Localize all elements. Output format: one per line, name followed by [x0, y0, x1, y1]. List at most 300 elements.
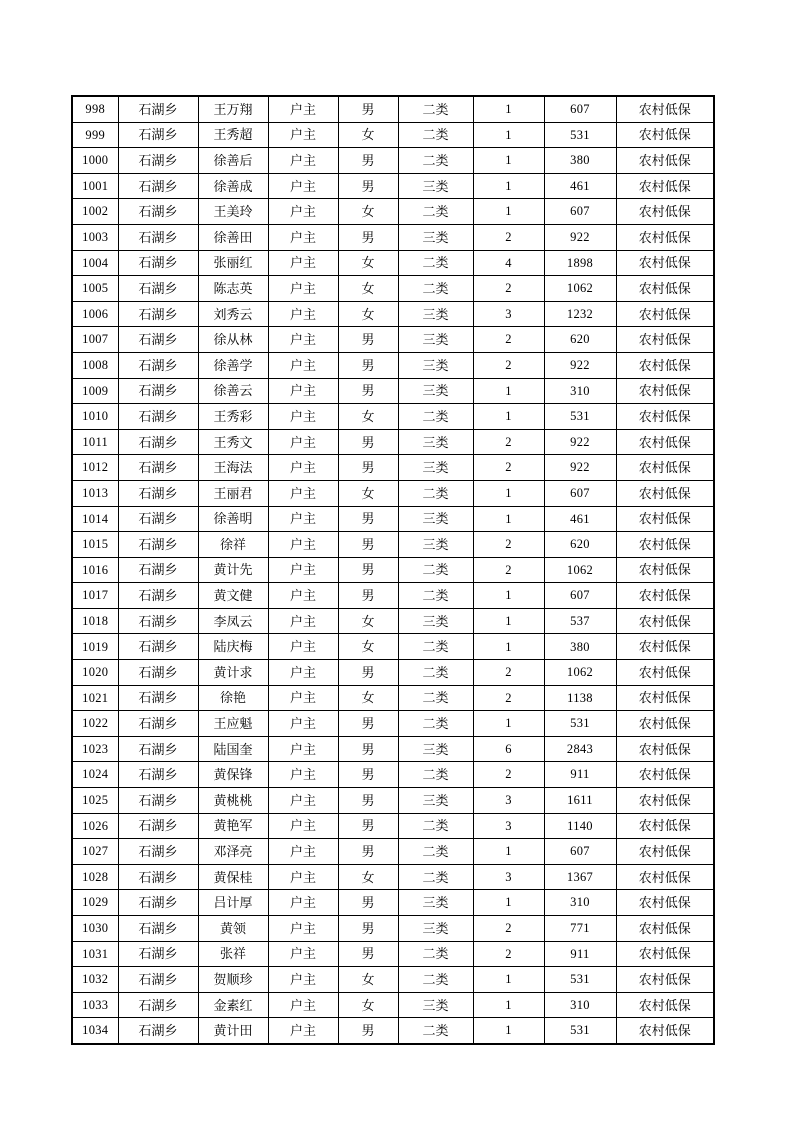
cell-name: 陆庆梅 — [198, 634, 268, 660]
cell-index: 1026 — [72, 813, 118, 839]
table-row — [72, 1018, 714, 1044]
cell-persons: 3 — [473, 788, 544, 814]
cell-category: 三类 — [398, 224, 473, 250]
cell-index: 998 — [72, 96, 118, 122]
cell-program: 农村低保 — [616, 224, 714, 250]
cell-program: 农村低保 — [616, 532, 714, 558]
cell-township: 石湖乡 — [118, 199, 198, 225]
cell-category: 二类 — [398, 480, 473, 506]
cell-index: 1016 — [72, 557, 118, 583]
cell-township: 石湖乡 — [118, 1018, 198, 1044]
cell-relation: 户主 — [268, 250, 338, 276]
cell-name: 王秀文 — [198, 429, 268, 455]
cell-relation: 户主 — [268, 429, 338, 455]
cell-amount: 531 — [544, 967, 616, 993]
cell-gender: 男 — [338, 941, 398, 967]
cell-category: 二类 — [398, 276, 473, 302]
cell-index: 1018 — [72, 608, 118, 634]
cell-township: 石湖乡 — [118, 96, 198, 122]
table-row — [72, 941, 714, 967]
cell-index: 1001 — [72, 173, 118, 199]
cell-category: 三类 — [398, 532, 473, 558]
cell-gender: 女 — [338, 250, 398, 276]
cell-category: 二类 — [398, 148, 473, 174]
cell-township: 石湖乡 — [118, 352, 198, 378]
cell-gender: 男 — [338, 711, 398, 737]
table-row — [72, 532, 714, 558]
table-row — [72, 250, 714, 276]
cell-name: 王应魁 — [198, 711, 268, 737]
cell-program: 农村低保 — [616, 506, 714, 532]
cell-program: 农村低保 — [616, 148, 714, 174]
cell-amount: 461 — [544, 506, 616, 532]
cell-amount: 620 — [544, 532, 616, 558]
cell-persons: 3 — [473, 813, 544, 839]
cell-name: 徐从林 — [198, 327, 268, 353]
cell-persons: 1 — [473, 122, 544, 148]
cell-amount: 771 — [544, 916, 616, 942]
cell-program: 农村低保 — [616, 864, 714, 890]
table-row — [72, 890, 714, 916]
cell-name: 黄计求 — [198, 660, 268, 686]
cell-index: 1027 — [72, 839, 118, 865]
cell-township: 石湖乡 — [118, 685, 198, 711]
cell-program: 农村低保 — [616, 736, 714, 762]
cell-program: 农村低保 — [616, 352, 714, 378]
cell-program: 农村低保 — [616, 762, 714, 788]
cell-program: 农村低保 — [616, 967, 714, 993]
cell-program: 农村低保 — [616, 916, 714, 942]
cell-amount: 607 — [544, 480, 616, 506]
cell-name: 王万翔 — [198, 96, 268, 122]
table-row — [72, 813, 714, 839]
cell-amount: 1898 — [544, 250, 616, 276]
table-row — [72, 301, 714, 327]
cell-persons: 1 — [473, 199, 544, 225]
cell-gender: 男 — [338, 736, 398, 762]
cell-amount: 531 — [544, 1018, 616, 1044]
welfare-records-table — [71, 95, 715, 1045]
cell-index: 1021 — [72, 685, 118, 711]
cell-persons: 4 — [473, 250, 544, 276]
cell-gender: 男 — [338, 762, 398, 788]
cell-persons: 2 — [473, 327, 544, 353]
cell-category: 二类 — [398, 941, 473, 967]
cell-amount: 607 — [544, 199, 616, 225]
cell-index: 1025 — [72, 788, 118, 814]
cell-program: 农村低保 — [616, 839, 714, 865]
cell-category: 三类 — [398, 916, 473, 942]
cell-program: 农村低保 — [616, 199, 714, 225]
cell-program: 农村低保 — [616, 276, 714, 302]
cell-relation: 户主 — [268, 224, 338, 250]
table-row — [72, 711, 714, 737]
cell-amount: 380 — [544, 148, 616, 174]
cell-category: 三类 — [398, 608, 473, 634]
table-row — [72, 967, 714, 993]
cell-index: 1017 — [72, 583, 118, 609]
cell-township: 石湖乡 — [118, 276, 198, 302]
cell-gender: 女 — [338, 480, 398, 506]
cell-relation: 户主 — [268, 327, 338, 353]
cell-category: 三类 — [398, 736, 473, 762]
table-row — [72, 352, 714, 378]
cell-program: 农村低保 — [616, 813, 714, 839]
cell-amount: 1232 — [544, 301, 616, 327]
cell-index: 1009 — [72, 378, 118, 404]
cell-index: 1032 — [72, 967, 118, 993]
cell-township: 石湖乡 — [118, 736, 198, 762]
cell-township: 石湖乡 — [118, 404, 198, 430]
cell-persons: 1 — [473, 1018, 544, 1044]
cell-program: 农村低保 — [616, 429, 714, 455]
table-row — [72, 634, 714, 660]
cell-gender: 女 — [338, 404, 398, 430]
cell-township: 石湖乡 — [118, 916, 198, 942]
cell-amount: 922 — [544, 352, 616, 378]
table-row — [72, 992, 714, 1018]
table-row — [72, 506, 714, 532]
cell-name: 张丽红 — [198, 250, 268, 276]
table-row — [72, 455, 714, 481]
cell-name: 陈志英 — [198, 276, 268, 302]
cell-index: 1030 — [72, 916, 118, 942]
cell-relation: 户主 — [268, 506, 338, 532]
cell-persons: 2 — [473, 532, 544, 558]
cell-relation: 户主 — [268, 890, 338, 916]
cell-gender: 男 — [338, 557, 398, 583]
cell-category: 三类 — [398, 429, 473, 455]
cell-persons: 2 — [473, 762, 544, 788]
cell-relation: 户主 — [268, 352, 338, 378]
cell-index: 1000 — [72, 148, 118, 174]
cell-persons: 2 — [473, 276, 544, 302]
cell-name: 王海法 — [198, 455, 268, 481]
cell-category: 二类 — [398, 96, 473, 122]
cell-relation: 户主 — [268, 608, 338, 634]
cell-name: 徐善田 — [198, 224, 268, 250]
cell-amount: 607 — [544, 96, 616, 122]
cell-amount: 607 — [544, 583, 616, 609]
cell-amount: 310 — [544, 378, 616, 404]
cell-township: 石湖乡 — [118, 890, 198, 916]
cell-category: 二类 — [398, 583, 473, 609]
cell-program: 农村低保 — [616, 711, 714, 737]
cell-gender: 男 — [338, 96, 398, 122]
cell-relation: 户主 — [268, 199, 338, 225]
cell-category: 三类 — [398, 455, 473, 481]
cell-program: 农村低保 — [616, 455, 714, 481]
cell-amount: 922 — [544, 429, 616, 455]
cell-index: 1020 — [72, 660, 118, 686]
cell-township: 石湖乡 — [118, 557, 198, 583]
cell-township: 石湖乡 — [118, 813, 198, 839]
cell-index: 1028 — [72, 864, 118, 890]
cell-relation: 户主 — [268, 839, 338, 865]
cell-name: 徐善后 — [198, 148, 268, 174]
cell-gender: 男 — [338, 788, 398, 814]
table-row — [72, 788, 714, 814]
cell-gender: 女 — [338, 276, 398, 302]
cell-program: 农村低保 — [616, 788, 714, 814]
cell-gender: 男 — [338, 352, 398, 378]
cell-category: 二类 — [398, 122, 473, 148]
table-row — [72, 429, 714, 455]
table-row — [72, 224, 714, 250]
cell-name: 王秀超 — [198, 122, 268, 148]
cell-category: 三类 — [398, 992, 473, 1018]
cell-category: 二类 — [398, 250, 473, 276]
cell-name: 王丽君 — [198, 480, 268, 506]
cell-relation: 户主 — [268, 660, 338, 686]
cell-persons: 3 — [473, 301, 544, 327]
cell-program: 农村低保 — [616, 327, 714, 353]
cell-persons: 2 — [473, 224, 544, 250]
cell-index: 1007 — [72, 327, 118, 353]
cell-relation: 户主 — [268, 173, 338, 199]
cell-amount: 537 — [544, 608, 616, 634]
cell-index: 1004 — [72, 250, 118, 276]
cell-name: 张祥 — [198, 941, 268, 967]
cell-gender: 男 — [338, 839, 398, 865]
cell-amount: 531 — [544, 711, 616, 737]
cell-category: 二类 — [398, 762, 473, 788]
table-row — [72, 96, 714, 122]
cell-township: 石湖乡 — [118, 762, 198, 788]
cell-relation: 户主 — [268, 992, 338, 1018]
cell-index: 1015 — [72, 532, 118, 558]
cell-index: 1024 — [72, 762, 118, 788]
cell-township: 石湖乡 — [118, 788, 198, 814]
cell-amount: 922 — [544, 455, 616, 481]
cell-persons: 2 — [473, 557, 544, 583]
cell-index: 1019 — [72, 634, 118, 660]
cell-persons: 3 — [473, 864, 544, 890]
cell-relation: 户主 — [268, 378, 338, 404]
cell-township: 石湖乡 — [118, 378, 198, 404]
cell-program: 农村低保 — [616, 1018, 714, 1044]
cell-category: 三类 — [398, 173, 473, 199]
cell-index: 1023 — [72, 736, 118, 762]
cell-name: 黄领 — [198, 916, 268, 942]
cell-township: 石湖乡 — [118, 148, 198, 174]
cell-amount: 1140 — [544, 813, 616, 839]
cell-index: 1012 — [72, 455, 118, 481]
cell-program: 农村低保 — [616, 685, 714, 711]
table-row — [72, 199, 714, 225]
cell-index: 999 — [72, 122, 118, 148]
cell-name: 刘秀云 — [198, 301, 268, 327]
cell-program: 农村低保 — [616, 378, 714, 404]
cell-relation: 户主 — [268, 404, 338, 430]
cell-amount: 1138 — [544, 685, 616, 711]
cell-persons: 1 — [473, 890, 544, 916]
cell-category: 三类 — [398, 301, 473, 327]
cell-index: 1006 — [72, 301, 118, 327]
cell-persons: 1 — [473, 583, 544, 609]
cell-category: 二类 — [398, 685, 473, 711]
cell-township: 石湖乡 — [118, 864, 198, 890]
cell-index: 1034 — [72, 1018, 118, 1044]
cell-township: 石湖乡 — [118, 608, 198, 634]
table-row — [72, 122, 714, 148]
cell-relation: 户主 — [268, 685, 338, 711]
cell-township: 石湖乡 — [118, 224, 198, 250]
cell-persons: 2 — [473, 352, 544, 378]
cell-category: 二类 — [398, 660, 473, 686]
cell-persons: 2 — [473, 916, 544, 942]
cell-relation: 户主 — [268, 276, 338, 302]
cell-amount: 310 — [544, 992, 616, 1018]
cell-relation: 户主 — [268, 583, 338, 609]
records-table-body — [72, 96, 714, 1044]
cell-name: 徐艳 — [198, 685, 268, 711]
cell-gender: 女 — [338, 199, 398, 225]
cell-relation: 户主 — [268, 711, 338, 737]
cell-relation: 户主 — [268, 148, 338, 174]
cell-name: 徐善成 — [198, 173, 268, 199]
cell-amount: 2843 — [544, 736, 616, 762]
cell-gender: 男 — [338, 660, 398, 686]
cell-township: 石湖乡 — [118, 967, 198, 993]
cell-gender: 男 — [338, 532, 398, 558]
cell-gender: 男 — [338, 224, 398, 250]
cell-category: 二类 — [398, 199, 473, 225]
cell-index: 1022 — [72, 711, 118, 737]
cell-persons: 1 — [473, 148, 544, 174]
cell-township: 石湖乡 — [118, 327, 198, 353]
cell-relation: 户主 — [268, 788, 338, 814]
cell-persons: 1 — [473, 608, 544, 634]
cell-gender: 男 — [338, 583, 398, 609]
cell-relation: 户主 — [268, 967, 338, 993]
cell-program: 农村低保 — [616, 301, 714, 327]
cell-township: 石湖乡 — [118, 583, 198, 609]
table-row — [72, 685, 714, 711]
cell-amount: 1611 — [544, 788, 616, 814]
table-row — [72, 839, 714, 865]
cell-name: 黄桃桃 — [198, 788, 268, 814]
cell-category: 三类 — [398, 378, 473, 404]
cell-amount: 911 — [544, 762, 616, 788]
cell-program: 农村低保 — [616, 992, 714, 1018]
cell-program: 农村低保 — [616, 634, 714, 660]
cell-township: 石湖乡 — [118, 660, 198, 686]
cell-gender: 女 — [338, 685, 398, 711]
cell-township: 石湖乡 — [118, 301, 198, 327]
cell-gender: 男 — [338, 890, 398, 916]
cell-program: 农村低保 — [616, 404, 714, 430]
cell-amount: 911 — [544, 941, 616, 967]
cell-program: 农村低保 — [616, 480, 714, 506]
cell-program: 农村低保 — [616, 608, 714, 634]
cell-program: 农村低保 — [616, 173, 714, 199]
cell-program: 农村低保 — [616, 250, 714, 276]
cell-name: 徐祥 — [198, 532, 268, 558]
cell-amount: 531 — [544, 122, 616, 148]
cell-gender: 女 — [338, 992, 398, 1018]
table-row — [72, 916, 714, 942]
cell-gender: 女 — [338, 634, 398, 660]
cell-name: 李凤云 — [198, 608, 268, 634]
cell-name: 王秀彩 — [198, 404, 268, 430]
cell-gender: 女 — [338, 608, 398, 634]
cell-relation: 户主 — [268, 813, 338, 839]
cell-gender: 男 — [338, 327, 398, 353]
cell-gender: 男 — [338, 455, 398, 481]
cell-relation: 户主 — [268, 762, 338, 788]
cell-amount: 1367 — [544, 864, 616, 890]
cell-amount: 531 — [544, 404, 616, 430]
cell-persons: 1 — [473, 506, 544, 532]
cell-program: 农村低保 — [616, 557, 714, 583]
cell-township: 石湖乡 — [118, 839, 198, 865]
cell-name: 徐善学 — [198, 352, 268, 378]
cell-gender: 女 — [338, 122, 398, 148]
cell-relation: 户主 — [268, 480, 338, 506]
cell-amount: 607 — [544, 839, 616, 865]
cell-category: 二类 — [398, 557, 473, 583]
cell-gender: 女 — [338, 864, 398, 890]
table-row — [72, 378, 714, 404]
cell-persons: 1 — [473, 480, 544, 506]
cell-relation: 户主 — [268, 557, 338, 583]
cell-index: 1033 — [72, 992, 118, 1018]
cell-name: 陆国奎 — [198, 736, 268, 762]
table-row — [72, 736, 714, 762]
cell-gender: 女 — [338, 967, 398, 993]
cell-persons: 1 — [473, 711, 544, 737]
cell-name: 吕计厚 — [198, 890, 268, 916]
cell-program: 农村低保 — [616, 122, 714, 148]
cell-amount: 461 — [544, 173, 616, 199]
cell-relation: 户主 — [268, 864, 338, 890]
cell-persons: 6 — [473, 736, 544, 762]
cell-category: 二类 — [398, 864, 473, 890]
cell-relation: 户主 — [268, 301, 338, 327]
cell-index: 1029 — [72, 890, 118, 916]
table-row — [72, 557, 714, 583]
cell-category: 三类 — [398, 890, 473, 916]
cell-program: 农村低保 — [616, 583, 714, 609]
cell-index: 1003 — [72, 224, 118, 250]
table-row — [72, 327, 714, 353]
table-row — [72, 173, 714, 199]
cell-persons: 1 — [473, 173, 544, 199]
table-row — [72, 864, 714, 890]
cell-index: 1014 — [72, 506, 118, 532]
cell-persons: 1 — [473, 404, 544, 430]
cell-amount: 1062 — [544, 276, 616, 302]
cell-index: 1031 — [72, 941, 118, 967]
cell-township: 石湖乡 — [118, 480, 198, 506]
cell-persons: 1 — [473, 634, 544, 660]
cell-name: 黄艳军 — [198, 813, 268, 839]
cell-persons: 1 — [473, 839, 544, 865]
cell-category: 三类 — [398, 352, 473, 378]
cell-persons: 1 — [473, 992, 544, 1018]
cell-township: 石湖乡 — [118, 455, 198, 481]
cell-township: 石湖乡 — [118, 941, 198, 967]
cell-name: 黄计田 — [198, 1018, 268, 1044]
cell-township: 石湖乡 — [118, 992, 198, 1018]
cell-persons: 1 — [473, 967, 544, 993]
cell-program: 农村低保 — [616, 890, 714, 916]
cell-amount: 922 — [544, 224, 616, 250]
cell-category: 三类 — [398, 327, 473, 353]
cell-category: 二类 — [398, 404, 473, 430]
cell-township: 石湖乡 — [118, 532, 198, 558]
